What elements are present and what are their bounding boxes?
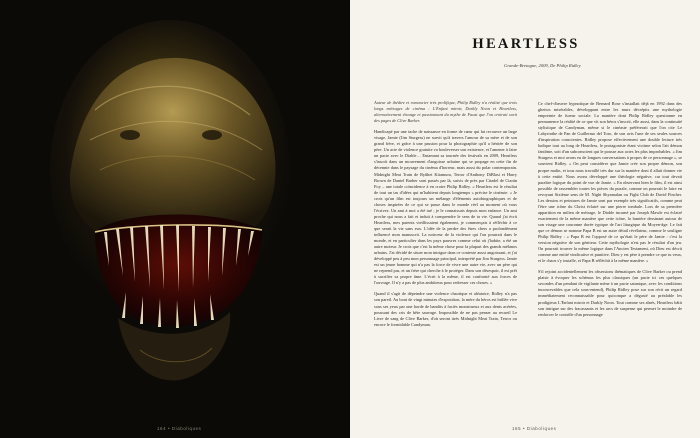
text-column-left: [374, 100, 517, 333]
right-folio: 165 • Diaboliques: [512, 426, 557, 431]
body-paragraph: Handicapé par une tache de naissance en forme de cœur qui lui recouvre un large visage, Jamie (Jim Sturgess) ne survit qu'à travers l'amour de sa mère et de son grand frère, et grâce à une passion pour la photographie qu'il a héritée de son père. Un acte de violence gratuite va bouleverser son existence, et l'amener à faire un pacte avec le Diable… Entamant sa tournée des festivals en 2009, Heartless s'inscrit dans un mouvement d'angoisse urbaine qui se propage en cette fin de décennie dans le paysage du cinéma d'horreur, mais aussi du polar contemporain. Midnight Meat Train de Ryûhei Kitamura, Terror d'Anthony DiBlasi et Harry Brown de Daniel Barber sont passés par là, suivis de près par Citadel de Ciarán Foy – une totale coïncidence à en croire Philip Ridley. « Heartless est le résultat de tout un tas d'idées qui m'habitent depuis longtemps » précise le cinéaste. « Je crois qu'un film est toujours un mélange d'éléments autobiographiques et de choses inspirées de ce qui se passe dans le monde réel au moment où vous l'écrivez. Un ami à moi a été tué ; je le connaissais depuis mon enfance. Un ami proche qui nous a fait et induit à comprendre le sens de ta vie. Quand j'ai écrit Heartless, mes parents vieillissaient également, je commençais à réfléchir à ce que serait la vie sans eux. L'idée de la perdre des êtres chers a profondément influencé mon manuscrit. La noirceur de la violence qui l'on pourrait dans le monde, et en particulier dans les pays pauvres comme celui où j'habite, a été un autre moteur. Je crois que c'est la même chose pour la plupart des grands mélanos urbains. J'ai décidé de situer mon intrigue dans ce contexte aussi angoissant, et j'ai développé peu à peu mon personnage principal, interprété par Jim Sturgess. Jamie est un jeune homme qui n'a pas la force de vivre une autre vie, avec un père qui ne reprend pas, et un frère qui cherche à le protéger. Dans son désespoir, il est prêt à sacrifier sa propre âme. L'écrit à la même, il est confronté aux forces de l'ouvrage. Il n'y a pas de plus ambitieux pour redresser ces choses. »: [374, 129, 517, 286]
body-paragraph: S'il rejoint accidentellement les obsessions thématiques de Clive Barker ou prend plaisir à évoquer les schémas les plus classiques (un pacte ici ces quelques secondes d'un pendant de vigilante mène à un pacte satanique, avec les conditions inconcevables que cela sous-entend), Philip Ridley pose sur son récit un regard immédiatement reconnaissable pour quiconque a dégusté au préalable les prodigieux L'Enfant miroir et Darkly Noon. Tout comme ses aînés, Heartless bâtit son intrigue sur des fracassants et les arcs de suspense qui permet le moindre de renforcer le contrôle d'un personnage: [538, 269, 682, 317]
left-folio: 164 • Diaboliques: [157, 426, 202, 431]
intro-paragraph: Auteur de théâtre et romancier très prolifique, Philip Ridley n'a réalisé que trois longs métrages de cinéma : L'Enfant miroir, Darkly Noon et Heartless, alternativement étrange et passionnant du mythe de Faust que l'on croirait sorti des pages de Clive Barker.: [374, 100, 517, 124]
text-column-right: [538, 101, 682, 323]
body-paragraph: Ce chef-d'œuvre hypnotique de Bernard Rose s'installait déjà en 1992 dans des ghettos misérables, développant entre les murs décrépits une mythologie empreinte de fureur sociale. La manière dont Philip Ridley questionne en permanence la réalité de ce que vit son héros s'inscrit, elle aussi, dans la continuité stylistique de Candyman, même si le cinéaste préférerait que l'on cite Le Labyrinthe de Pan de Guillermo del Toro, de son avis l'une de ses seules sources d'inspiration conscientes. Ridley propose effectivement une double lecture très ludique tout au long de Heartless, le protagoniste étant victime selon l'ait démon fantôme, soit d'un subconscient qui le pousse aux actes les plus improbables. « Jim Sturgess et moi avons eu de longues conversations à propos de ce personnage », se souvient Ridley. « On peut considérer que Jamie crée son propre démon, son propre malin, et tous nous travaillé très dur sur la manière dont il allait donner vie à cette entité. Nous avons développé une théologie négative, car tout devait paraître logique du point de vue de Jamie. » En observant bien le film, il est ainsi possible de rassembler toutes les pièces du puzzle, comme on pourrait le faire en revoyant Sixième sens de M. Night Shyamalan ou Fight Club de David Fincher. Les dessins et peintures de Jamie sont par exemple très significatifs, comme peut l'être une icône du Christ éclairé sur une pierre tombale. Lors de sa première apparition en milieu de métrage, le Diable incarné par Joseph Mawle est éclairé exactement de la même manière que cette icône, la lumière dessinant autour de son visage une couronne dorée typique de l'art liturgique du Moyen-âge. Le fait que ce démon se nomme Papa B est un autre détail révélateur, comme le souligne Philip Ridley : « Papa B est l'opposé de ce qu'était le père de Jamie : c'est la version négative de son géniteur. Cette mythologie n'est pas le résultat d'un jeu. On pourrait trouver la même logique dans l'Ancien Testament, où Dieu est décrit comme une entité vindicative et punitive. Dieu y est père à prendre ce que tu veux, et le chaos s'y installe, et Papa B réfléchit à la même manière. »: [538, 101, 682, 264]
article-byline: Grande-Bretagne, 2009, De Philip Ridley: [504, 63, 581, 68]
article-title: HEARTLESS: [472, 36, 580, 52]
body-paragraph: Quand il s'agit de dépeindre une violence chaotique et aléatoire, Ridley n'a pas son pareil. Au bout de vingt minutes d'exposition, la mère du héros est brûlée vive sous ses yeux par une horde de bandits à faciès monstrueux et aux dents acérées, poussant des cris de bête sauvage. Impossible de ne pas penser au recueil Le Livre de sang de Clive Barker, d'où seront tirés Midnight Meat Train, Terror ou encore le formidable Candyman.: [374, 291, 517, 327]
